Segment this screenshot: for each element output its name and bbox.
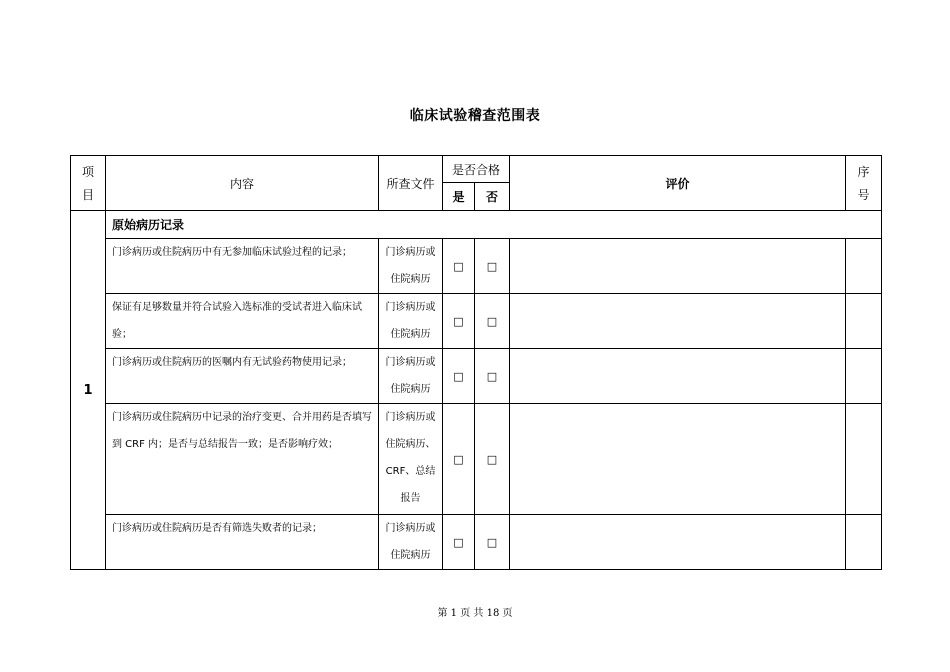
doc-line: 住院病历 [390, 550, 431, 561]
header-qualified: 是否合格 [443, 156, 510, 183]
seq-cell [846, 294, 882, 349]
doc-line: 住院病历、 [385, 439, 436, 450]
evaluation-cell[interactable] [510, 515, 846, 570]
row-documents [379, 515, 443, 570]
content-line: 门诊病历或住院病历是否有筛选失败者的记录； [112, 523, 322, 534]
header-item [71, 156, 106, 211]
content-line: 验； [112, 329, 132, 340]
yes-checkbox[interactable]: □ [443, 294, 475, 349]
row-content [106, 239, 379, 294]
table-row [71, 294, 882, 349]
table-row [71, 349, 882, 404]
doc-line: 住院病历 [390, 384, 431, 395]
evaluation-cell[interactable] [510, 349, 846, 404]
section-title-row [71, 211, 882, 239]
no-checkbox[interactable]: □ [475, 239, 510, 294]
evaluation-cell[interactable] [510, 294, 846, 349]
content-line: 门诊病历或住院病历中记录的治疗变更、合并用药是否填写 [112, 412, 372, 423]
doc-line: 门诊病历或 [385, 247, 436, 258]
header-evaluation: 评价 [510, 156, 846, 211]
table-row [71, 239, 882, 294]
yes-checkbox[interactable]: □ [443, 349, 475, 404]
doc-line: 门诊病历或 [385, 357, 436, 368]
seq-cell [846, 349, 882, 404]
row-documents [379, 349, 443, 404]
no-checkbox[interactable]: □ [475, 349, 510, 404]
evaluation-cell[interactable] [510, 404, 846, 515]
doc-line: 门诊病历或 [385, 523, 436, 534]
row-content [106, 294, 379, 349]
yes-checkbox[interactable]: □ [443, 515, 475, 570]
evaluation-cell[interactable] [510, 239, 846, 294]
header-row-1 [71, 156, 882, 183]
row-documents [379, 294, 443, 349]
document-title: 临床试验稽查范围表 [409, 108, 541, 124]
seq-cell [846, 239, 882, 294]
header-item-bottom: 目 [81, 188, 94, 202]
seq-cell [846, 515, 882, 570]
row-content [106, 404, 379, 515]
content-line: 保证有足够数量并符合试验入选标准的受试者进入临床试 [112, 302, 362, 313]
yes-checkbox[interactable]: □ [443, 404, 475, 515]
no-checkbox[interactable]: □ [475, 404, 510, 515]
content-line: 门诊病历或住院病历中有无参加临床试验过程的记录； [112, 247, 352, 258]
audit-scope-table [70, 155, 882, 570]
page-footer: 第 1 页 共 18 页 [437, 608, 513, 619]
content-line: 门诊病历或住院病历的医嘱内有无试验药物使用记录； [112, 357, 352, 368]
row-content [106, 349, 379, 404]
doc-line: 门诊病历或 [385, 412, 436, 423]
seq-cell [846, 404, 882, 515]
doc-line: 报告 [400, 493, 421, 504]
table-row [71, 515, 882, 570]
doc-line: CRF、总结 [385, 466, 436, 477]
header-seq-bottom: 号 [857, 188, 870, 202]
row-documents [379, 404, 443, 515]
section-number: 1 [71, 211, 106, 570]
doc-line: 门诊病历或 [385, 302, 436, 313]
row-documents [379, 239, 443, 294]
table-row [71, 404, 882, 515]
header-seq [846, 156, 882, 211]
header-item-top: 项 [81, 165, 94, 179]
yes-checkbox[interactable]: □ [443, 239, 475, 294]
no-checkbox[interactable]: □ [475, 515, 510, 570]
header-yes: 是 [443, 183, 475, 211]
section-title: 原始病历记录 [106, 211, 882, 239]
header-seq-top: 序 [857, 165, 870, 179]
no-checkbox[interactable]: □ [475, 294, 510, 349]
header-no: 否 [475, 183, 510, 211]
row-content [106, 515, 379, 570]
doc-line: 住院病历 [390, 274, 431, 285]
header-documents: 所查文件 [379, 156, 443, 211]
header-content: 内容 [106, 156, 379, 211]
content-line: 到 CRF 内；是否与总结报告一致；是否影响疗效； [112, 439, 339, 450]
doc-line: 住院病历 [390, 329, 431, 340]
